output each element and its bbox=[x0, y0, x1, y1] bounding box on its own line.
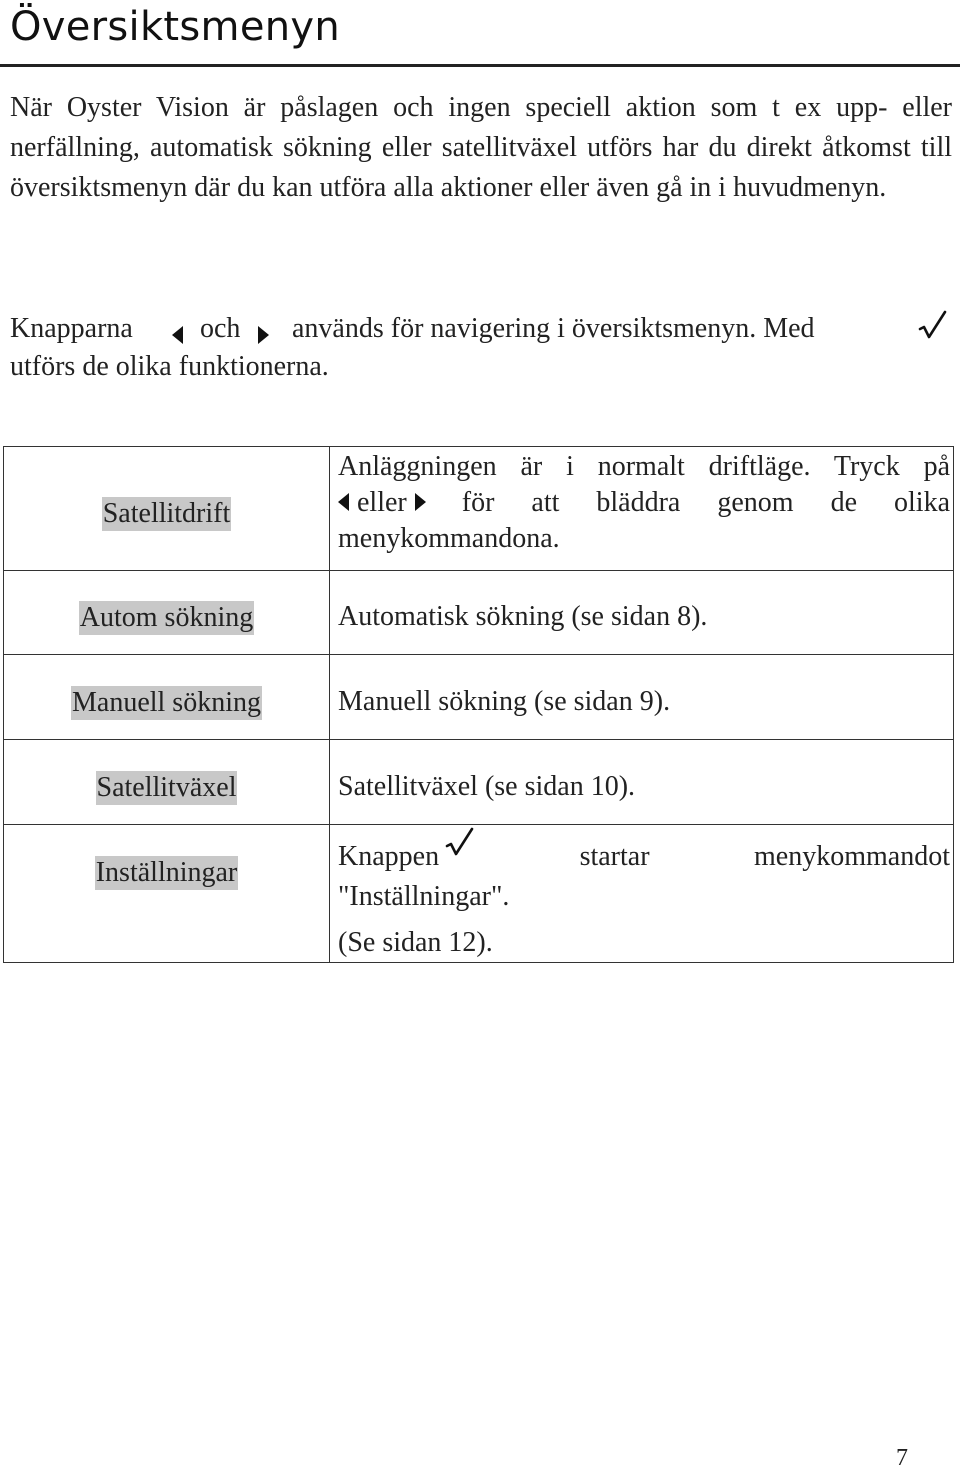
table-row-divider bbox=[4, 570, 953, 571]
table-row-label-manuell-sokning: Manuell sökning bbox=[72, 687, 261, 718]
table-row-label-satellitvaxel: Satellitväxel bbox=[96, 772, 237, 803]
desc-line-eller: eller för att bläddra genom de olika bbox=[338, 485, 950, 521]
table-row-divider bbox=[4, 654, 953, 655]
table-row-desc-installningar: Knappen startar menykommandot "Inställningar". (Se sidan 12). bbox=[338, 835, 950, 961]
table-row-label-satellitdrift: Satellitdrift bbox=[102, 498, 231, 529]
table-row-desc-autom-sokning: Automatisk sökning (se sidan 8). bbox=[338, 601, 708, 632]
table-row-desc-satellitvaxel: Satellitväxel (se sidan 10). bbox=[338, 771, 636, 802]
nav-text-och: och bbox=[200, 313, 241, 344]
table-row-divider bbox=[4, 824, 953, 825]
table-row-label-installningar: Inställningar bbox=[95, 857, 238, 888]
menu-table bbox=[3, 446, 954, 963]
desc-line-knappen: Knappen startar menykommandot bbox=[338, 835, 950, 879]
title-rule bbox=[0, 64, 960, 67]
arrow-left-icon bbox=[338, 485, 349, 521]
table-row-divider bbox=[4, 739, 953, 740]
check-icon bbox=[918, 310, 948, 344]
navigation-instruction bbox=[10, 312, 952, 346]
page-title: Översiktsmenyn bbox=[10, 4, 341, 50]
intro-paragraph: När Oyster Vision är påslagen och ingen speciell aktion som t ex upp- eller nerfällning, automatisk sökning eller satellitväxel utförs har du direkt åtkomst till översiktsmenyn där du kan utföra alla aktioner eller även gå in i huvudmenyn. bbox=[10, 92, 952, 203]
table-column-divider bbox=[329, 447, 330, 962]
table-row-desc-satellitdrift: Anläggningen är i normalt driftläge. Tryck på eller för att bläddra genom de olika menykommandona. bbox=[338, 451, 950, 554]
table-row-label-autom-sokning: Autom sökning bbox=[79, 602, 254, 633]
table-row-desc-manuell-sokning: Manuell sökning (se sidan 9). bbox=[338, 686, 671, 717]
check-icon bbox=[445, 827, 475, 871]
arrow-left-icon bbox=[172, 319, 183, 353]
nav-text-knapparna: Knapparna bbox=[10, 313, 133, 344]
nav-text-anvands: används för navigering i översiktsmenyn. Med bbox=[292, 313, 815, 344]
arrow-right-icon bbox=[415, 485, 426, 521]
arrow-right-icon bbox=[258, 319, 269, 353]
page-number: 7 bbox=[896, 1445, 908, 1471]
nav-text-utfors: utförs de olika funktionerna. bbox=[10, 351, 329, 382]
